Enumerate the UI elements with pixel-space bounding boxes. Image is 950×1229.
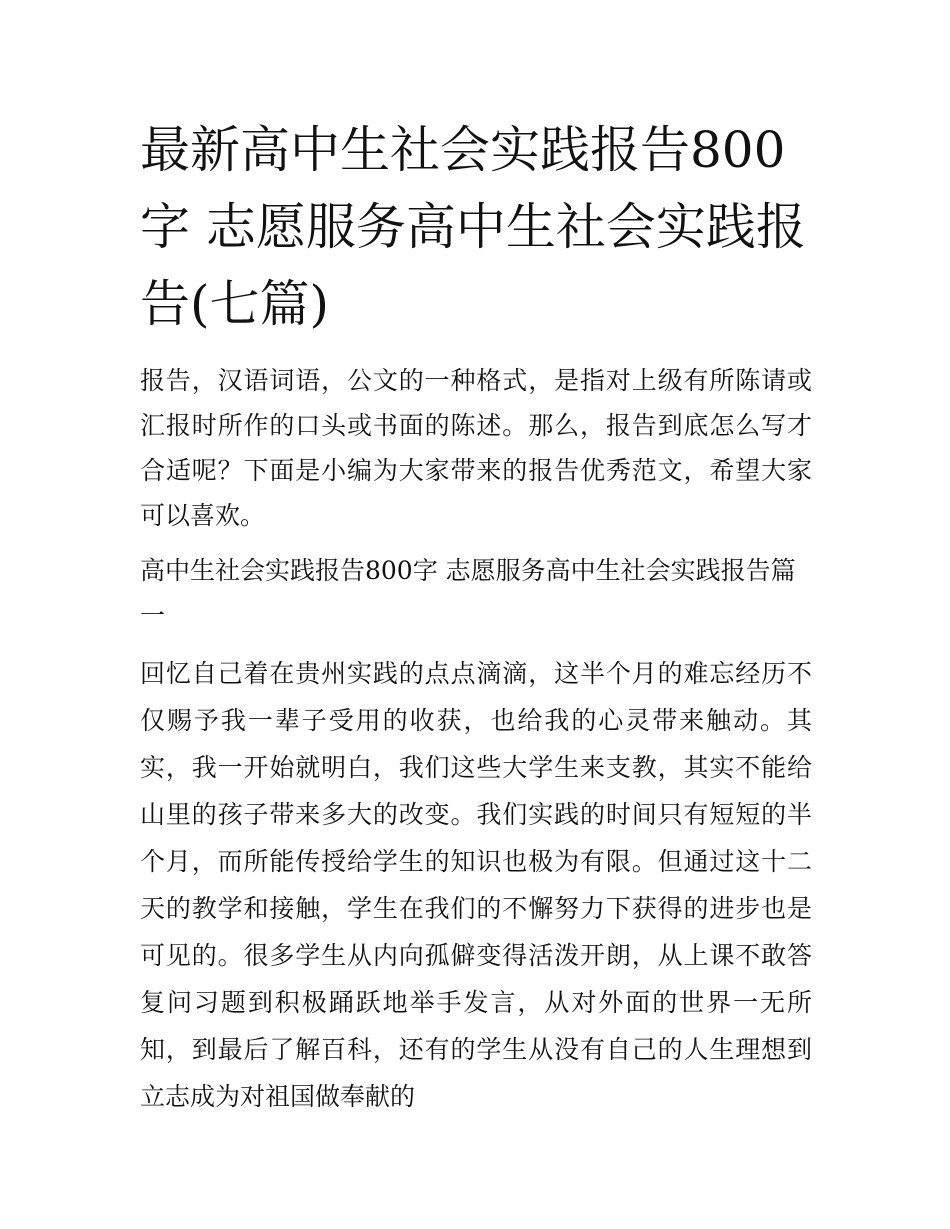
document-page bbox=[140, 112, 812, 1120]
section-heading: 高中生社会实践报告800字 志愿服务高中生社会实践报告篇一 bbox=[140, 556, 796, 630]
document-title: 最新高中生社会实践报告800字 志愿服务高中生社会实践报告(七篇) bbox=[140, 121, 806, 333]
body-paragraph: 回忆自己着在贵州实践的点点滴滴，这半个月的难忘经历不仅赐予我一辈子受用的收获，也给我的心灵带来触动。其实，我一开始就明白，我们这些大学生来支教，其实不能给山里的孩子带来多大的改变。我们实践的时间只有短短的半个月，而所能传授给学生的知识也极为有限。但通过这十二天的教学和接触，学生在我们的不懈努力下获得的进步也是可见的。很多学生从内向孤僻变得活泼开朗，从上课不敢答复问习题到积极踊跃地举手发言，从对外面的世界一无所知，到最后了解百科，还有的学生从没有自己的人生理想到立志成为对祖国做奉献的 bbox=[140, 659, 812, 1111]
intro-paragraph: 报告，汉语词语，公文的一种格式，是指对上级有所陈请或汇报时所作的口头或书面的陈述。那么，报告到底怎么写才合适呢？下面是小编为大家带来的报告优秀范文，希望大家可以喜欢。 bbox=[140, 366, 812, 530]
